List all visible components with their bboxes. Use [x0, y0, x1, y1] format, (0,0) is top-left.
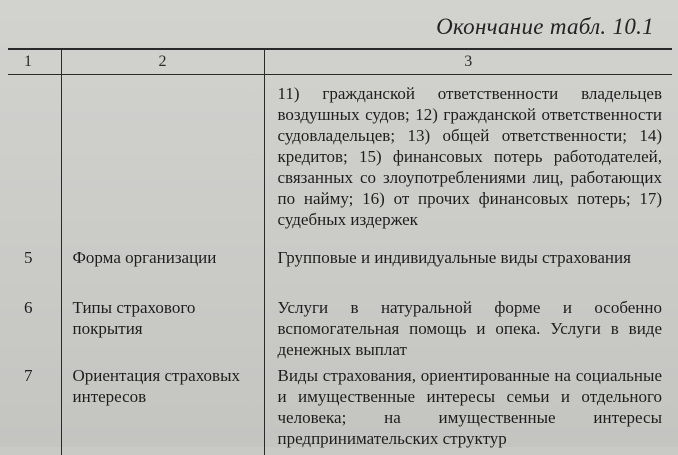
row-number	[8, 75, 61, 244]
column-header-2: 2	[61, 49, 264, 75]
row-criterion: Форма организации	[61, 243, 264, 293]
row-criterion	[61, 75, 264, 244]
table-row	[8, 243, 672, 293]
table-caption: Окончание табл. 10.1	[436, 14, 654, 39]
row-number: 7	[24, 366, 33, 385]
row-criterion: Ориентация страховых интересов	[61, 361, 264, 455]
table-row	[8, 75, 672, 244]
row-criterion: Типы страхового покрытия	[61, 293, 264, 361]
table-header-row	[8, 49, 672, 75]
row-number: 5	[24, 248, 33, 267]
table-row	[8, 361, 672, 455]
column-header-1: 1	[8, 49, 61, 75]
table-row	[8, 293, 672, 361]
row-description: Услуги в натуральной форме и особенно вспомогательная помощь и опека. Услуги в виде денежных выплат	[264, 293, 672, 361]
classification-table	[8, 48, 672, 455]
row-description: Виды страхования, ориентированные на социальные и имущественные интересы семьи и отдельного человека; на имущественные интересы предпринимательских структур	[264, 361, 672, 455]
column-header-3: 3	[264, 49, 672, 75]
row-description: 11) гражданской ответственности владельцев воздушных судов; 12) гражданской ответственности судовладельцев; 13) общей ответственности; 14) кредитов; 15) финансовых потерь работодателей, связанных со злоупотреблениями лиц, работающих по найму; 16) от прочих финансовых потерь; 17) судебных издержек	[264, 75, 672, 244]
row-number: 6	[24, 298, 33, 317]
row-description: Групповые и индивидуальные виды страхования	[264, 243, 672, 293]
